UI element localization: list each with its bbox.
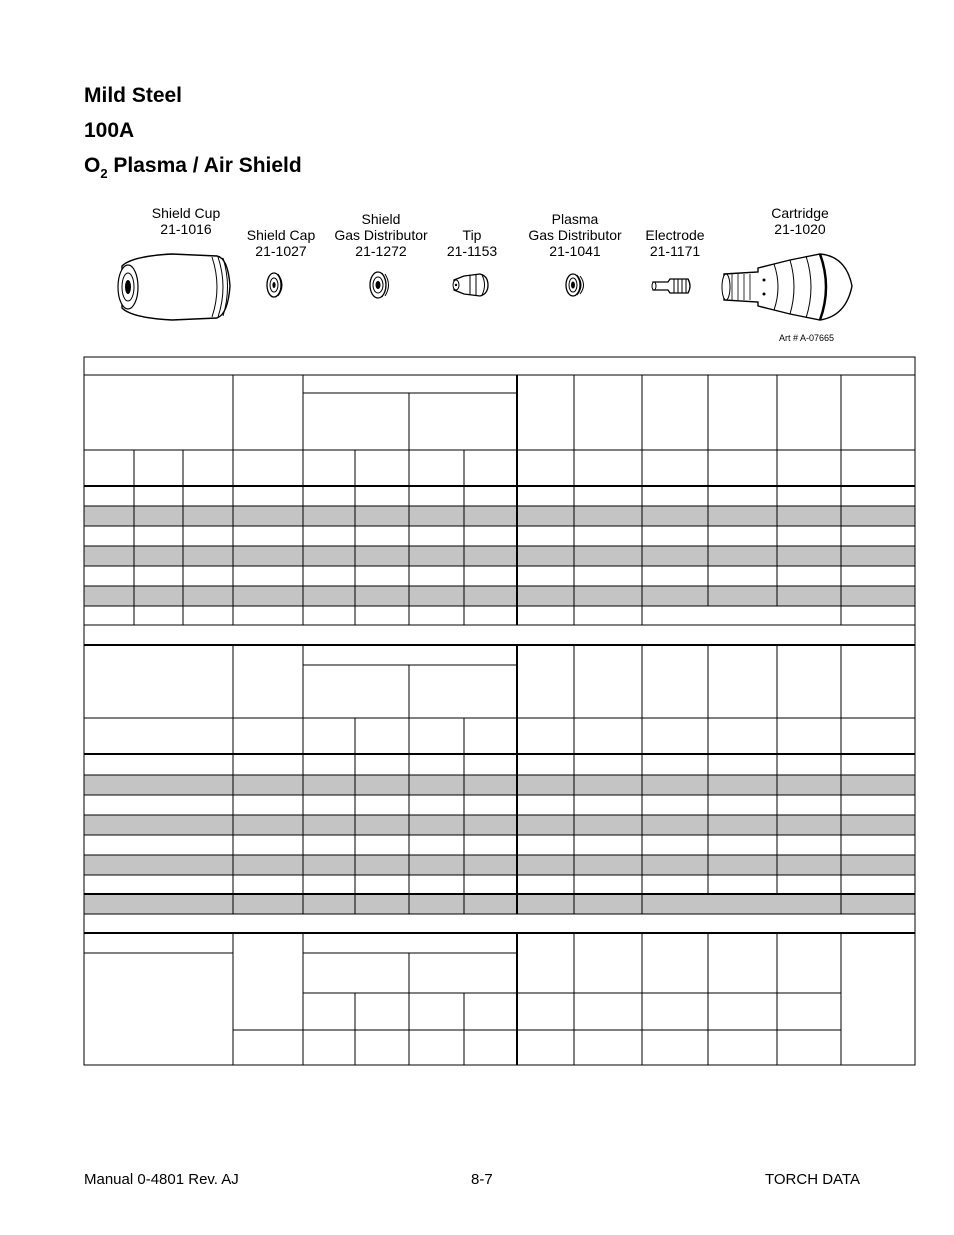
part-number: 21-1041 — [549, 243, 601, 259]
title-mild-steel: Mild Steel — [84, 84, 183, 107]
part-name: Shield Gas Distributor — [334, 211, 428, 243]
part-name: Tip — [462, 227, 482, 243]
table-lines — [84, 357, 915, 1065]
footer-manual: Manual 0-4801 Rev. AJ — [84, 1171, 239, 1188]
part-name: Plasma Gas Distributor — [528, 211, 622, 243]
footer-page-number: 8-7 — [471, 1171, 493, 1188]
part-name: Shield Cup — [151, 205, 221, 221]
part-number: 21-1153 — [446, 243, 498, 259]
part-name: Electrode — [645, 227, 705, 243]
title-amperage: 100A — [84, 119, 135, 142]
part-name: Shield Cap — [246, 227, 316, 243]
part-number: 21-1016 — [160, 221, 212, 237]
part-name: Cartridge — [771, 205, 829, 221]
footer-section: TORCH DATA — [765, 1171, 861, 1188]
title-gas-o: O — [84, 154, 101, 177]
shaded-rows — [84, 506, 915, 914]
part-number: 21-1272 — [355, 243, 407, 259]
part-number: 21-1020 — [774, 221, 826, 237]
part-number: 21-1171 — [649, 243, 701, 259]
part-number: 21-1027 — [255, 243, 307, 259]
art-number: Art # A-07665 — [779, 333, 835, 343]
title-gas-subscript: 2 — [100, 166, 108, 181]
title-gas-rest: Plasma / Air Shield — [107, 154, 302, 177]
